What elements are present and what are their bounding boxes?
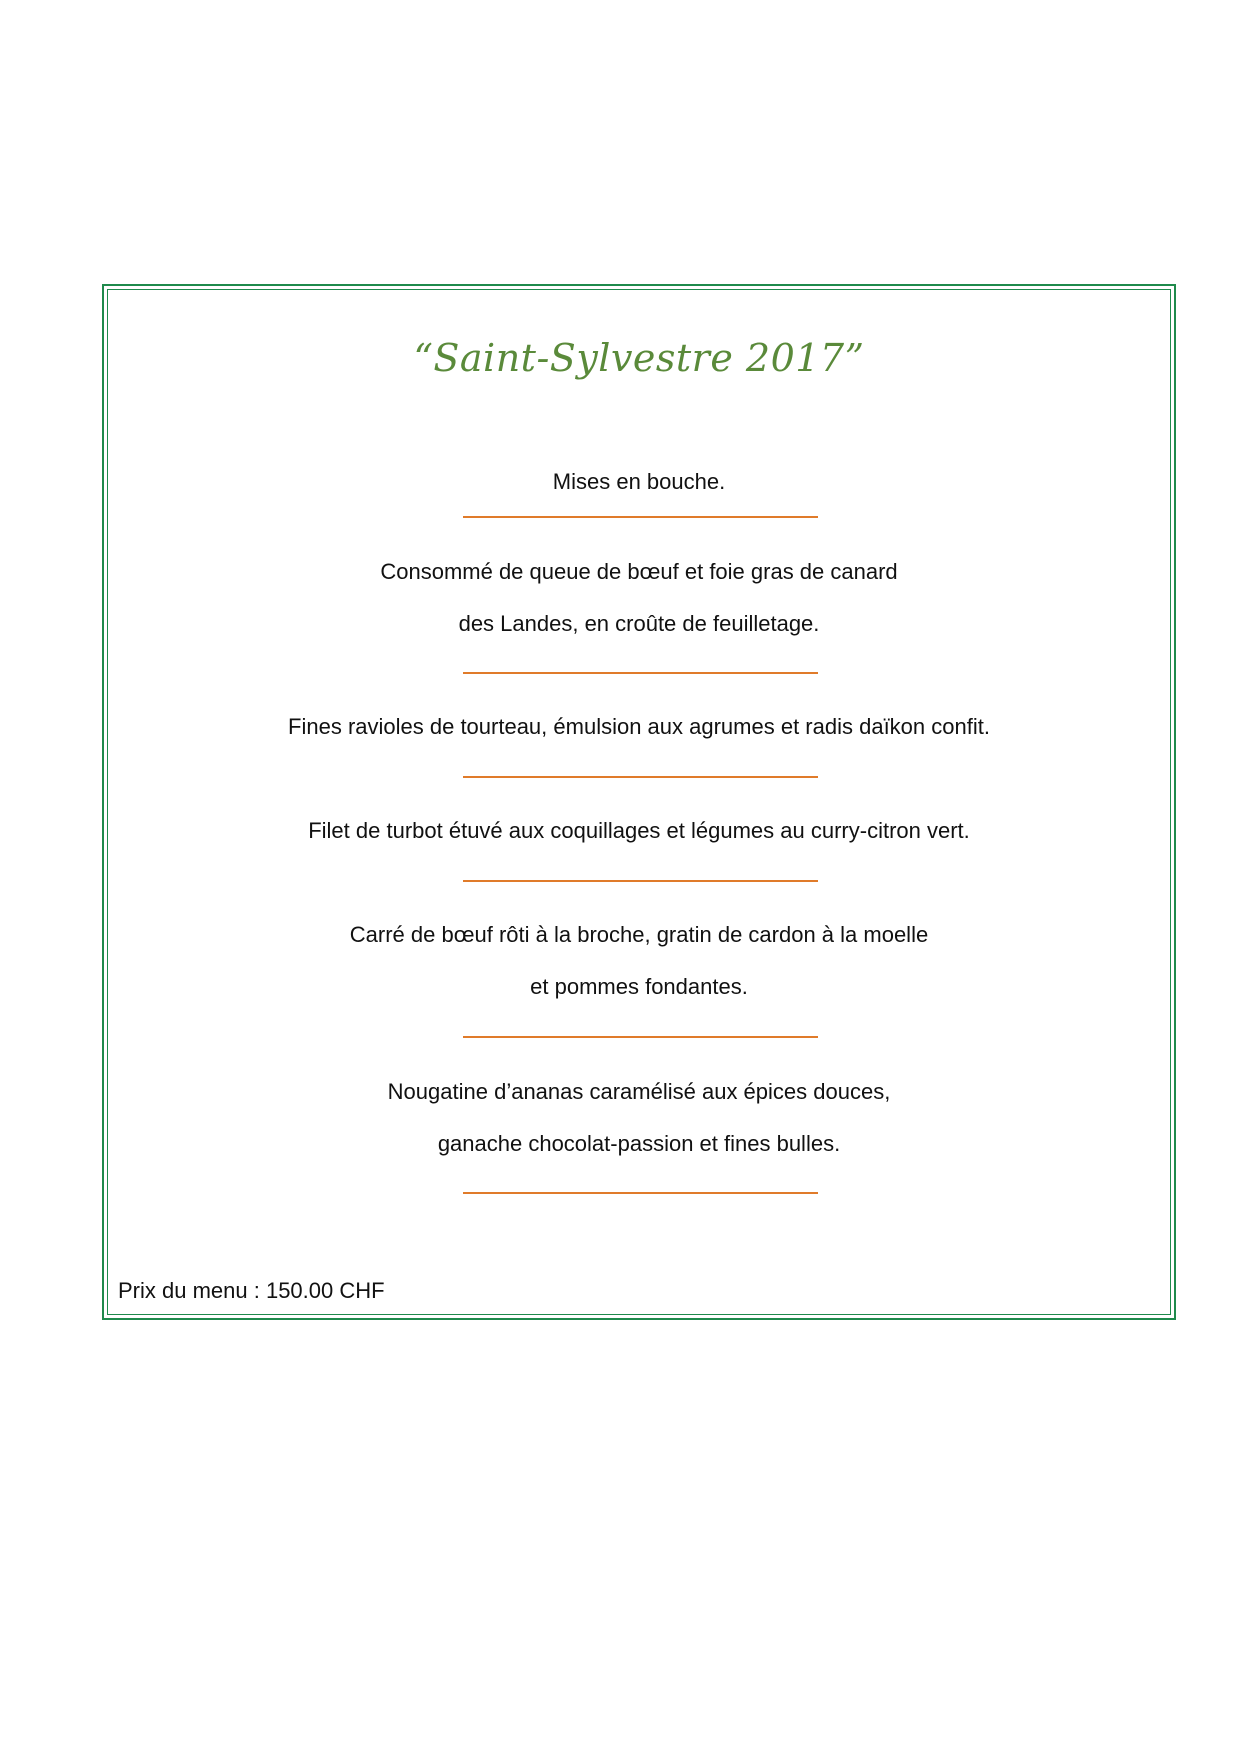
course-dessert — [104, 1066, 1174, 1170]
course-turbot — [104, 805, 1174, 857]
course-consomme — [104, 546, 1174, 650]
menu-title: “Saint-Sylvestre 2017” — [413, 336, 865, 380]
course-line: Nougatine d’ananas caramélisé aux épices douces, — [387, 1079, 891, 1104]
menu-frame — [102, 284, 1176, 1320]
course-line: Mises en bouche. — [552, 469, 726, 494]
course-line: Consommé de queue de bœuf et foie gras de canard — [380, 559, 898, 584]
course-separator — [463, 776, 818, 778]
course-separator — [463, 516, 818, 518]
course-line: Filet de turbot étuvé aux coquillages et légumes au curry-citron vert. — [308, 818, 970, 843]
course-separator — [463, 1192, 818, 1194]
course-line: des Landes, en croûte de feuilletage. — [458, 611, 820, 636]
course-separator — [463, 880, 818, 882]
course-line: Fines ravioles de tourteau, émulsion aux agrumes et radis daïkon confit. — [288, 714, 990, 739]
course-boeuf — [104, 909, 1174, 1013]
menu-price: Prix du menu : 150.00 CHF — [118, 1278, 385, 1303]
course-separator — [463, 1036, 818, 1038]
course-amuse-bouche — [104, 456, 1174, 508]
course-line: ganache chocolat-passion et fines bulles. — [437, 1131, 841, 1156]
course-line: et pommes fondantes. — [530, 974, 748, 999]
course-ravioles — [104, 701, 1174, 753]
course-separator — [463, 672, 818, 674]
course-line: Carré de bœuf rôti à la broche, gratin de cardon à la moelle — [349, 922, 929, 947]
